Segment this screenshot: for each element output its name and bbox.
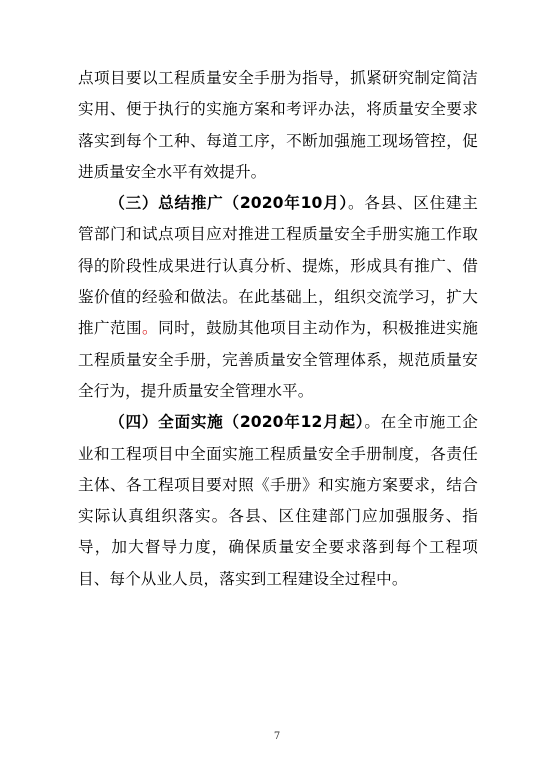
- paragraph-text: 点项目要以工程质量安全手册为指导，抓紧研究制定简洁实用、便于执行的实施方案和考评办法，将质量安全要求落实到每个工种、每道工序，不断加强施工现场管控，促进质量安全水平有效提升。: [78, 69, 478, 181]
- paragraph-text: 。各县、区住建主管部门和试点项目应对推进工程质量安全手册实施工作取得的阶段性成果进行认真分析、提炼，形成具有推广、借鉴价值的经验和做法。在此基础上，组织交流学习，扩大推广范围: [78, 194, 478, 338]
- document-body: [78, 63, 478, 595]
- paragraph-continuation: [78, 63, 478, 188]
- paragraph-text: 。在全市施工企业和工程项目中全面实施工程质量安全手册制度，各责任主体、各工程项目要对照《手册》和实施方案要求，结合实际认真组织落实。各县、区住建部门应加强服务、指导，加大督导力度，确保质量安全要求落到每个工程项目、每个从业人员，落实到工程建设全过程中。: [78, 413, 479, 588]
- paragraph-full-implementation: [78, 407, 478, 595]
- section-heading-implementation: （四）全面实施（2020年12月起）: [109, 413, 365, 432]
- page-number: 7: [273, 731, 281, 742]
- paragraph-summary-promotion: [78, 188, 478, 407]
- section-heading-summary: （三）总结推广（2020年10月）: [109, 194, 348, 213]
- red-punctuation-mark: 。: [142, 319, 159, 338]
- paragraph-text: 同时，鼓励其他项目主动作为，积极推进实施工程质量安全手册，完善质量安全管理体系，规范质量安全行为，提升质量安全管理水平。: [78, 319, 478, 400]
